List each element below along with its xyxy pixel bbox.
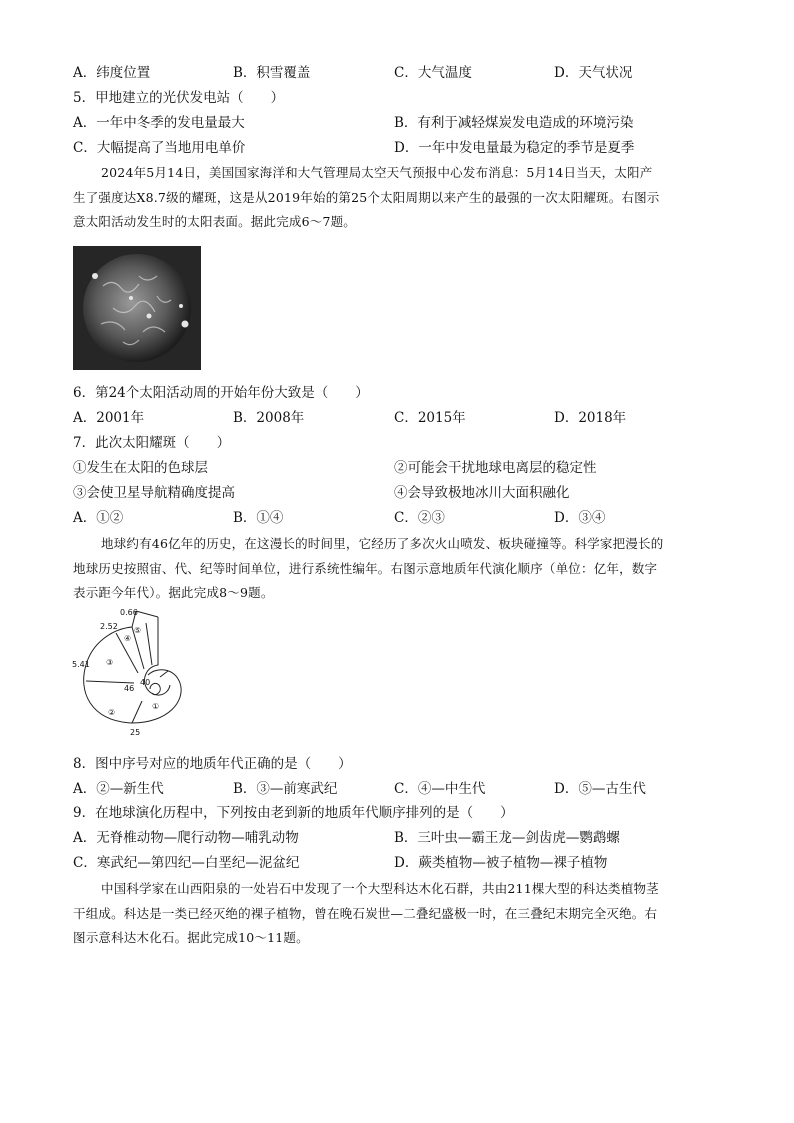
q5-option-d: D．一年中发电量最为稳定的季节是夏季 xyxy=(394,140,635,156)
q7-option-c: C．②③ xyxy=(394,510,445,526)
diagram-label-40: 40 xyxy=(140,678,151,687)
passage1-line2: 生了强度达X8.7级的耀斑，这是从2019年始的第25个太阳周期以来产生的最强的一次太阳耀斑。右图示 xyxy=(73,189,660,205)
q9-option-b: B．三叶虫—霸王龙—剑齿虎—鹦鹉螺 xyxy=(394,830,620,846)
q7-statement-1: ①发生在太阳的色球层 xyxy=(73,460,208,476)
diagram-label-0-66: 0.66 xyxy=(120,608,138,617)
q8-option-d: D．⑤—古生代 xyxy=(554,781,646,797)
passage2-line1: 地球约有46亿年的历史，在这漫长的时间里，它经历了多次火山喷发、板块碰撞等。科学家把漫长的 xyxy=(101,536,664,551)
q9-option-c: C．寒武纪—第四纪—白垩纪—泥盆纪 xyxy=(73,855,300,871)
passage-geologic-time xyxy=(73,532,723,606)
q5-option-b: B．有利于减轻煤炭发电造成的环境污染 xyxy=(394,115,634,131)
sun-surface-image xyxy=(73,246,201,370)
diagram-marker-2: ② xyxy=(108,708,116,717)
q7-statement-3: ③会使卫星导航精确度提高 xyxy=(73,485,235,501)
q9-option-a: A．无脊椎动物—爬行动物—哺乳动物 xyxy=(73,830,299,846)
q6-option-b: B．2008年 xyxy=(233,410,305,426)
q4-option-d: D．天气状况 xyxy=(554,65,633,81)
q7-option-d: D．③④ xyxy=(554,510,606,526)
q4-option-a: A．纬度位置 xyxy=(73,65,151,81)
diagram-label-25: 25 xyxy=(130,728,141,737)
passage-solar-flare xyxy=(73,161,723,235)
q8-option-a: A．②—新生代 xyxy=(73,781,164,797)
q7-option-b: B．①④ xyxy=(233,510,284,526)
passage1-line1: 2024年5月14日，美国国家海洋和大气管理局太空天气预报中心发布消息：5月14日当天，太阳产 xyxy=(101,165,653,180)
passage1-line3: 意太阳活动发生时的太阳表面。据此完成6～7题。 xyxy=(73,214,357,229)
q9-stem: 9．在地球演化历程中，下列按由老到新的地质年代顺序排列的是（ ） xyxy=(73,805,514,821)
diagram-label-46: 46 xyxy=(124,684,135,693)
q7-statement-4: ④会导致极地冰川大面积融化 xyxy=(394,485,570,501)
q7-stem: 7．此次太阳耀斑（ ） xyxy=(73,435,231,451)
diagram-label-5-41: 5.41 xyxy=(72,660,90,669)
q5-option-a: A．一年中冬季的发电量最大 xyxy=(73,115,245,131)
q7-option-a: A．①② xyxy=(73,510,124,526)
diagram-marker-3: ③ xyxy=(106,658,114,667)
passage2-line2: 地球历史按照宙、代、纪等时间单位，进行系统性编年。右图示意地质年代演化顺序（单位：亿年，数字 xyxy=(73,560,658,576)
diagram-marker-1: ① xyxy=(152,702,160,711)
passage2-line3: 表示距今年代）。据此完成8～9题。 xyxy=(73,585,274,600)
q8-stem: 8．图中序号对应的地质年代正确的是（ ） xyxy=(73,756,352,772)
passage3-line2: 干组成。科达是一类已经灭绝的裸子植物，曾在晚石炭世—二叠纪盛极一时，在三叠纪末期完全灭绝。右 xyxy=(73,905,658,921)
q6-option-a: A．2001年 xyxy=(73,410,145,426)
q5-option-c: C．大幅提高了当地用电单价 xyxy=(73,140,246,156)
q6-option-c: C．2015年 xyxy=(394,410,466,426)
q4-option-b: B．积雪覆盖 xyxy=(233,65,311,81)
q5-stem: 5．甲地建立的光伏发电站（ ） xyxy=(73,90,285,106)
q6-option-d: D．2018年 xyxy=(554,410,627,426)
geologic-time-spiral-diagram xyxy=(72,605,202,740)
diagram-marker-5: ⑤ xyxy=(134,626,142,635)
q9-option-d: D．蕨类植物—被子植物—裸子植物 xyxy=(394,855,608,871)
q8-option-c: C．④—中生代 xyxy=(394,781,486,797)
diagram-label-2-52: 2.52 xyxy=(100,622,118,631)
passage-cordaites-fossil xyxy=(73,877,723,951)
diagram-marker-4: ④ xyxy=(124,634,132,643)
q7-statement-2: ②可能会干扰地球电离层的稳定性 xyxy=(394,460,597,476)
passage3-line1: 中国科学家在山西阳泉的一处岩石中发现了一个大型科达木化石群，共由211棵大型的科达类植物茎 xyxy=(101,881,659,896)
q4-option-c: C．大气温度 xyxy=(394,65,472,81)
q6-stem: 6．第24个太阳活动周的开始年份大致是（ ） xyxy=(73,385,369,401)
q8-option-b: B．③—前寒武纪 xyxy=(233,781,338,797)
passage3-line3: 图示意科达木化石。据此完成10～11题。 xyxy=(73,930,309,945)
